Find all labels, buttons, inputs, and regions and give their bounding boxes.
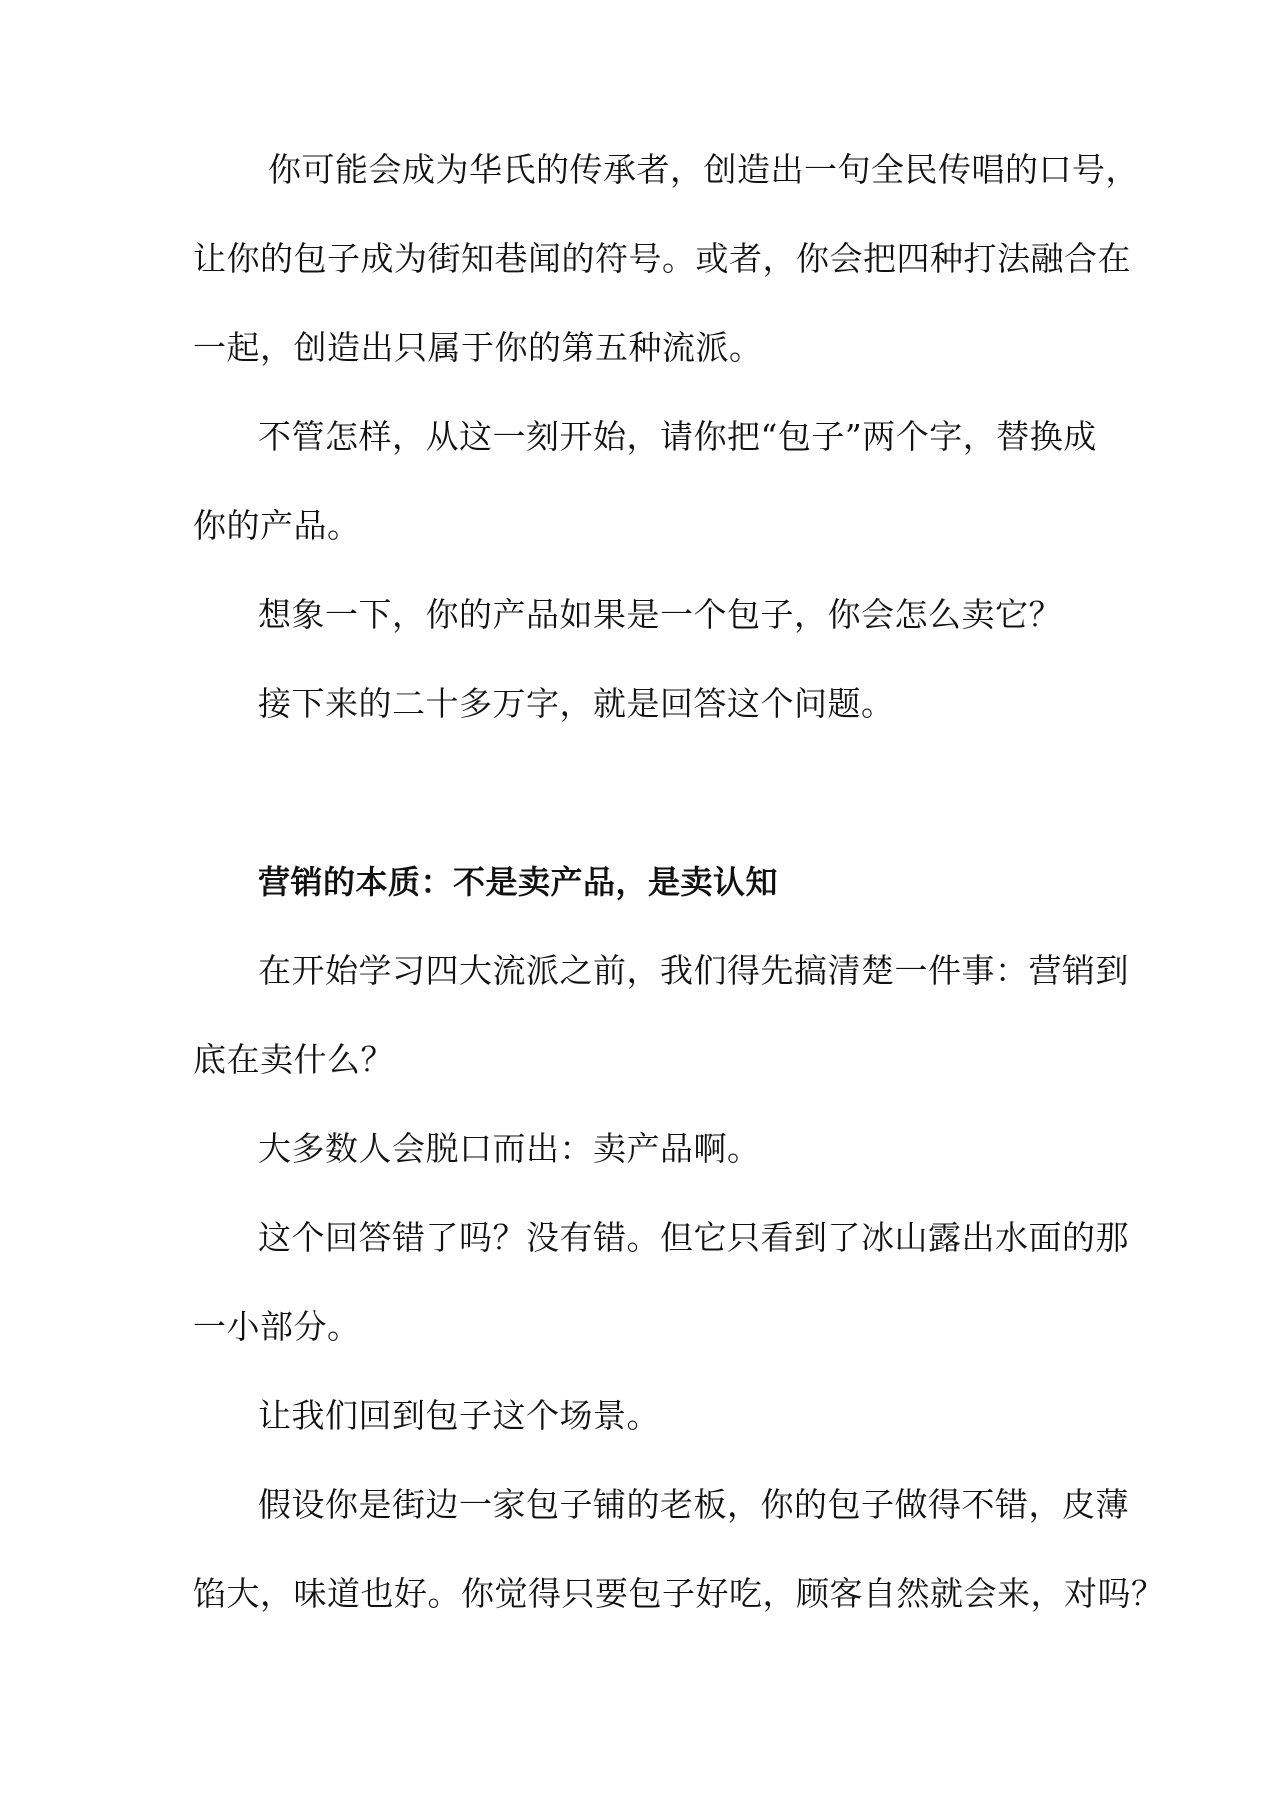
paragraph-5-line-1: 在开始学习四大流派之前，我们得先搞清楚一件事：营销到 xyxy=(258,951,1129,990)
paragraph-3-line-1: 想象一下，你的产品如果是一个包子，你会怎么卖它？ xyxy=(258,595,1062,634)
paragraph-5-line-2: 底在卖什么？ xyxy=(193,1040,394,1079)
paragraph-9-line-2: 馅大，味道也好。你觉得只要包子好吃，顾客自然就会来，对吗？ xyxy=(193,1574,1165,1613)
paragraph-1-line-1: 你可能会成为华氏的传承者，创造出一句全民传唱的口号， xyxy=(268,150,1139,189)
paragraph-7-line-2: 一小部分。 xyxy=(193,1307,361,1346)
paragraph-6-line-1: 大多数人会脱口而出：卖产品啊。 xyxy=(258,1129,761,1168)
paragraph-1-line-3: 一起，创造出只属于你的第五种流派。 xyxy=(193,328,763,367)
paragraph-7-line-1: 这个回答错了吗？没有错。但它只看到了冰山露出水面的那 xyxy=(258,1218,1129,1257)
paragraph-2-line-1: 不管怎样，从这一刻开始，请你把“包子”两个字，替换成 xyxy=(258,417,1097,456)
paragraph-1-line-2: 让你的包子成为街知巷闻的符号。或者，你会把四种打法融合在 xyxy=(193,239,1131,278)
section-heading: 营销的本质：不是卖产品，是卖认知 xyxy=(258,863,779,901)
paragraph-8-line-1: 让我们回到包子这个场景。 xyxy=(258,1396,660,1435)
paragraph-2-line-2: 你的产品。 xyxy=(193,506,361,545)
paragraph-4-line-1: 接下来的二十多万字，就是回答这个问题。 xyxy=(258,684,895,723)
paragraph-9-line-1: 假设你是街边一家包子铺的老板，你的包子做得不错，皮薄 xyxy=(258,1485,1129,1524)
